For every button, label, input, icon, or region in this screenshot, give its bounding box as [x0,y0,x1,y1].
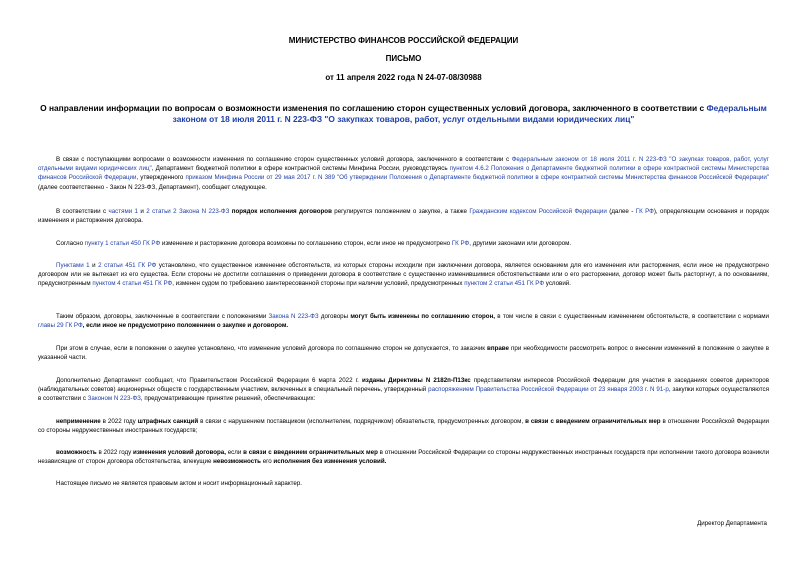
p9-bold-d: невозможность [213,458,261,466]
p7-text-a: Дополнительно Департамент сообщает, что Правительством Российской Федерации 6 марта 2022 г. [56,377,362,384]
p4-points-link[interactable]: Пунктами 1 [56,262,90,269]
p7-text-b: представителям интересов Российской Федерации для участия в заседаниях советов директоров (наблюдательных советов) акционерных обществ с государственным участием, включенных в специальный перечень, утвержденный [38,377,769,394]
p9-bold-a: возможность [56,449,97,456]
paragraph-3 [38,239,769,248]
p5-bold-a: могут быть изменены по соглашению сторон, [350,313,496,320]
p3-gk-link[interactable]: ГК РФ [451,240,470,247]
p2-text-a: В соответствии с [56,208,109,215]
paragraph-8 [38,417,769,435]
p4-text-a: и [89,262,99,269]
p1-order-link[interactable]: приказом Минфина России от 29 мая 2017 г. N 389 "Об утверждении Положения о Департаменте бюджетной политики в сфере контрактной системы Министерства финансов Российской Федерации" [185,174,769,182]
p2-text-c: регулируется положением о закупке, а также [331,208,470,215]
paragraph-7 [38,376,769,404]
p4-point2-link[interactable]: пунктом 2 статьи 451 ГК РФ [464,280,545,288]
paragraph-9 [38,448,769,466]
p1-text-a: В связи с поступающими вопросами о возможности изменения по соглашению сторон существенных условий договора, заключенного в соответствии с [56,156,512,163]
p5-law-link[interactable]: Закона N 223-ФЗ [268,313,319,320]
p6-text-b: при необходимости рассмотреть вопрос о внесении изменений в положение о закупке в указанной части. [38,345,769,362]
document-subject [30,103,777,125]
p9-bold-e: исполнения без изменения условий. [273,458,387,466]
p6-bold-a: вправе [487,345,509,352]
paragraph-2 [38,207,769,225]
p3-article-link[interactable]: пункту 1 статьи 450 ГК РФ [84,240,161,247]
p4-text-c: , изменен судом по требованию заинтересованной стороны при наличии условий, предусмотренных [172,280,465,288]
p4-article-link[interactable]: 2 статьи 451 ГК РФ [98,262,157,269]
p7-text-d: , предусматривающие принятие решений, обеспечивающих: [140,395,316,403]
p2-text-e: ), определяющим основания и порядок изменения и расторжения договора. [38,208,769,225]
p9-text-a: в 2022 году [96,449,134,456]
paragraph-1 [38,155,769,192]
p6-text-a: При этом в случае, если в положении о закупке установлено, что изменение условий договора по соглашению сторон не допускается, то заказчик [56,345,488,352]
p2-text-b: и [138,208,147,215]
p1-law-link[interactable]: Федеральным законом от 18 июля 2011 г. N 223-ФЗ "О закупках товаров, работ, услуг отдельными видами юридических лиц" [38,156,769,173]
p7-law-link[interactable]: Законом N 223-ФЗ [87,395,141,403]
p3-text-a: Согласно [56,240,85,247]
p1-text-c: , утвержденного [136,174,186,182]
p2-civil-code-link[interactable]: Гражданским кодексом Российской Федерации [469,208,607,215]
p1-text-b: , Департамент бюджетной политики в сфере контрактной системы Минфина России, руководствуясь [151,165,450,173]
p8-text-a: в 2022 году [100,418,138,425]
p8-text-c: в отношении Российской Федерации со стороны недружественных иностранных государств; [38,418,769,435]
paragraph-5 [38,312,769,330]
p8-bold-c: в связи с введением ограничительных мер [525,418,661,425]
p2-parts-link[interactable]: частями 1 [108,208,138,215]
paragraph-4 [38,261,769,289]
p7-bold-a: изданы Директивы N 2182п-П13кс [361,377,471,384]
p7-decree-link[interactable]: распоряжением Правительства Российской Федерации от 23 января 2003 г. N 91-р [428,386,669,394]
p2-text-d: (далее - [606,208,636,215]
document-type: ПИСЬМО [385,54,422,63]
p1-regulation-link[interactable]: пунктом 4.6.2 Положения о Департаменте бюджетной политики в сфере контрактной системы Министерства финансов Российской Федерации [38,165,769,182]
signature-title: Директор Департамента [697,520,767,527]
p8-bold-a: неприменение [56,418,101,425]
p10-text-a: Настоящее письмо не является правовым актом и носит информационный характер. [56,480,302,487]
p5-bold-b: , если иное не предусмотрено положением о закупке и договором. [82,322,289,330]
p5-text-b: договоры [318,313,351,320]
p3-text-c: , другими законами или договором. [469,240,572,247]
ministry-title: МИНИСТЕРСТВО ФИНАНСОВ РОССИЙСКОЙ ФЕДЕРАЦИИ [288,36,519,45]
paragraph-6 [38,344,769,362]
p9-text-b: если [225,449,244,456]
subject-law-link[interactable]: Федеральным законом от 18 июля 2011 г. N 223-ФЗ "О закупках товаров, работ, услуг отдельными видами юридических лиц" [172,103,767,124]
p5-text-a: Таким образом, договоры, заключенные в соответствии с положениями [56,313,269,320]
p2-bold-a: порядок исполнения договоров [229,208,332,215]
p4-point4-link[interactable]: пунктом 4 статьи 451 ГК РФ [92,280,173,288]
p9-text-c: в отношении Российской Федерации со стороны недружественных иностранных государств при исполнении такого договора возникли независящие от сторон договора обстоятельства, влекущие [38,449,770,466]
p8-bold-b: штрафных санкций [137,418,199,425]
p4-text-d: условий. [544,280,571,288]
p3-text-b: изменение и расторжение договора возможны по соглашению сторон, если иное не предусмотрено [160,240,452,247]
p4-text-b: установлено, что существенное изменение обстоятельств, из которых стороны исходили при заключении договора, является основанием для его изменения или расторжения, если иное не предусмотрено договором или не вытекает из его существа. Если стороны не достигли соглашения о приведении договора в соответствие с существенно изменившимися обстоятельствами или о его расторжении, договор может быть расторгнут, а по основаниям, предусмотренным [38,262,769,288]
p2-article-link[interactable]: 2 статьи 2 Закона N 223-ФЗ [146,208,230,215]
p9-bold-b: изменения условий договора, [133,449,226,456]
p1-text-d: (далее соответственно - Закон N 223-ФЗ, Департамент), сообщает следующее. [38,183,267,191]
p5-text-c: в том числе в связи с существенным изменением обстоятельств, в соответствии с нормами [495,313,769,320]
document-date-number: от 11 апреля 2022 года N 24-07-08/30988 [325,73,482,82]
p2-gk-link[interactable]: ГК РФ [635,208,654,215]
paragraph-10 [38,479,769,488]
p7-text-c: , закупки которых осуществляются в соответствии с [38,386,769,403]
p9-bold-c: в связи с введением ограничительных мер [243,449,378,456]
p9-text-d: его [260,458,274,466]
p5-chapter-link[interactable]: главы 29 ГК РФ [38,322,83,330]
subject-text: О направлении информации по вопросам о возможности изменения по соглашению сторон существенных условий договора, заключенного в соответствии с [40,103,707,113]
p8-text-b: в связи с нарушением поставщиком (исполнителем, подрядчиком) обязательств, предусмотренных договором, [198,418,526,425]
